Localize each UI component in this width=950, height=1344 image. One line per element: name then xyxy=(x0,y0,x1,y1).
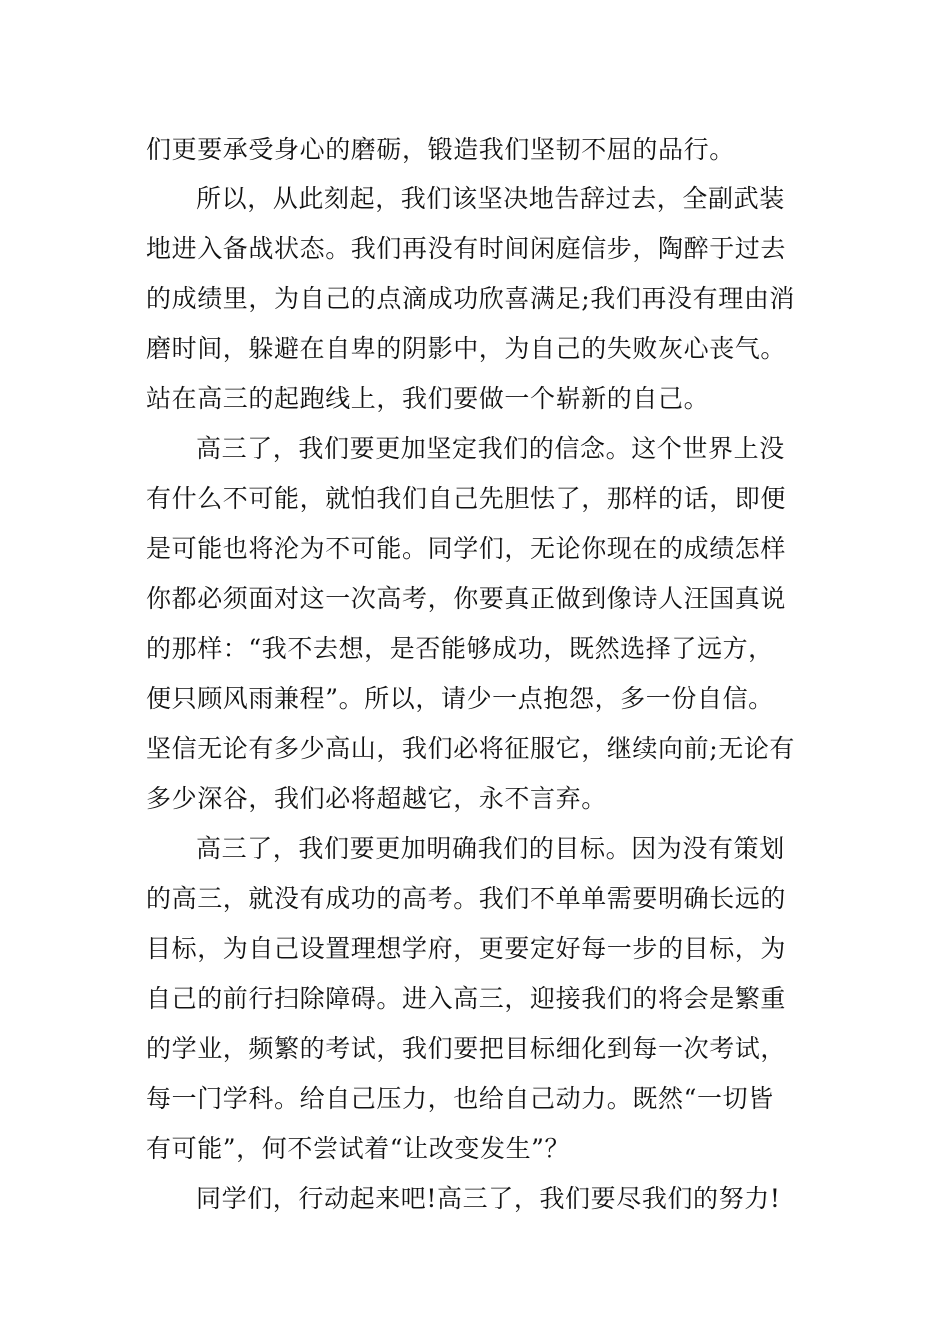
paragraph-line: 所以，从此刻起，我们该坚决地告辞过去，全副武装 xyxy=(196,184,785,213)
text-line: 每一门学科。给自己压力，也给自己动力。既然“一切皆 xyxy=(146,1084,774,1113)
text-line: 你都必须面对这一次高考，你要真正做到像诗人汪国真说 xyxy=(146,584,787,613)
text-line: 多少深谷，我们必将超越它，永不言弃。 xyxy=(146,784,607,813)
text-line: 有可能”，何不尝试着“让改变发生”？ xyxy=(146,1134,571,1163)
text-line: 是可能也将沦为不可能。同学们，无论你现在的成绩怎样 xyxy=(146,534,787,563)
text-line: 自己的前行扫除障碍。进入高三，迎接我们的将会是繁重 xyxy=(146,984,787,1013)
text-line: 便只顾风雨兼程”。所以，请少一点抱怨，多一份自信。 xyxy=(146,684,774,713)
text-line: 站在高三的起跑线上，我们要做一个崭新的自己。 xyxy=(146,384,710,413)
text-line-1: 们更要承受身心的磨砺，锻造我们坚韧不屈的品行。 xyxy=(146,135,735,164)
text-line: 的高三，就没有成功的高考。我们不单单需要明确长远的 xyxy=(146,884,787,913)
paragraph-line: 同学们，行动起来吧!高三了，我们要尽我们的努力! xyxy=(196,1184,781,1213)
text-line: 地进入备战状态。我们再没有时间闲庭信步，陶醉于过去 xyxy=(146,234,787,263)
text-line: 目标，为自己设置理想学府，更要定好每一步的目标，为 xyxy=(146,934,787,963)
text-line: 有什么不可能，就怕我们自己先胆怯了，那样的话，即便 xyxy=(146,484,787,513)
text-line: 的成绩里，为自己的点滴成功欣喜满足;我们再没有理由消 xyxy=(146,284,796,313)
text-line: 坚信无论有多少高山，我们必将征服它，继续向前;无论有 xyxy=(146,734,796,763)
text-line: 的学业，频繁的考试，我们要把目标细化到每一次考试， xyxy=(146,1034,787,1063)
text-line: 磨时间，躲避在自卑的阴影中，为自己的失败灰心丧气。 xyxy=(146,334,787,363)
paragraph-line: 高三了，我们要更加坚定我们的信念。这个世界上没 xyxy=(196,434,785,463)
text-line: 的那样：“我不去想，是否能够成功，既然选择了远方， xyxy=(146,634,774,663)
paragraph-line: 高三了，我们要更加明确我们的目标。因为没有策划 xyxy=(196,834,785,863)
